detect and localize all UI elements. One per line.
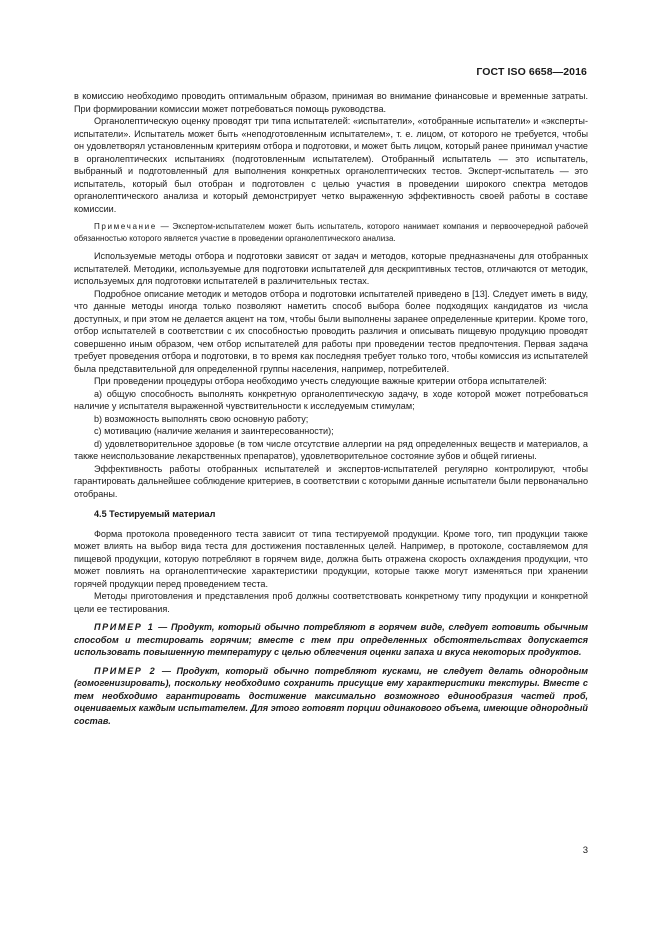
criteria-item: a) общую способность выполнять конкретную органолептическую задачу, в ходе которой может потребоваться наличие у испытателя выраженной чувствительности к исследуемым стимулам;	[74, 388, 588, 412]
note-text: — Экспертом-испытателем может быть испытатель, которого нанимает компания и первоочередной рабочей обязанностью которого является участие в проведении органолептического анализа.	[74, 222, 588, 243]
criteria-item: b) возможность выполнять свою основную работу;	[94, 413, 309, 424]
example-text: — Продукт, который обычно потребляют в горячем виде, следует готовить обычным способом и тестировать горячим; вместе с тем при определенных обстоятельствах допускается использовать повышенную температуру с целью облегчения оценки запаха и вкуса некоторых продуктов.	[74, 622, 588, 658]
example	[74, 665, 588, 728]
example-text: — Продукт, который обычно потребляют кусками, не следует делать однородным (гомогенизировать), поскольку необходимо сохранить присущие ему характеристики текстуры. Вместе с тем необходимо гарантировать достижение максимально возможного единообразия частей проб, оцениваемых каждым испытателем. Для этого готовят порции одинакового объема, имеющие однородный состав.	[74, 665, 588, 726]
paragraph: Форма протокола проведенного теста зависит от типа тестируемой продукции. Кроме того, тип продукции также может влиять на выбор вида теста для достижения поставленных целей. Например, в протоколе, составляемом для пищевой продукции, которую потребляют в горячем виде, должна быть отражена скорость охлаждения продукции, что может повлиять на органолептические характеристики продукции, которые также могут изменяться при хранении горячей продукции перед проведением теста.	[74, 528, 588, 589]
paragraph: Эффективность работы отобранных испытателей и экспертов-испытателей регулярно контролируют, чтобы гарантировать дальнейшее соблюдение критериев, в соответствии с которыми данные испытатели были первоначально отобраны.	[74, 463, 588, 499]
note	[74, 221, 588, 244]
note-label: Примечание	[94, 222, 157, 231]
document-body	[74, 90, 588, 727]
example-label: ПРИМЕР 1	[94, 622, 155, 633]
criteria-item: d) удовлетворительное здоровье (в том числе отсутствие аллергии на ряд определенных веществ и материалов, а также неиспользование лекарственных препаратов), удовлетворительное состояние зубов и общей гигиены.	[74, 438, 588, 462]
paragraph: Органолептическую оценку проводят три типа испытателей: «испытатели», «отобранные испытатели» и «эксперты-испытатели». Испытатель может быть «неподготовленным испытателем», т. е. лицом, от которого не требуется, чтобы он удовлетворял установленным критериям отбора и подготовки, и может быть лицом, который ранее принимал участие в органолептических испытаниях (подготовленным испытателем). Отобранный испытатель — это испытатель, выбранный и подготовленный для выполнения конкретных органолептических тестов. Эксперт-испытатель — это испытатель, который был отобран и подготовлен с целью участия в проведении широкого спектра методов органолептического анализа и который демонстрирует четко выраженную эффективность своей работы в составе комиссии.	[74, 116, 588, 214]
document-header: ГОСТ ISO 6658—2016	[476, 66, 587, 78]
example-label: ПРИМЕР 2	[94, 665, 157, 676]
paragraph: Методы приготовления и представления проб должны соответствовать конкретному типу продукции и конкретной цели ее тестирования.	[74, 591, 588, 614]
example	[74, 621, 588, 659]
paragraph: Подробное описание методик и методов отбора и подготовки испытателей приведено в [13]. Следует иметь в виду, что данные методы иногда только позволяют наметить способ выбора более подходящих кандидатов из числа доступных, и при этом не делается акцент на том, чтобы были выполнены заранее определенные критерии. Кроме того, отбор испытателей в соответствии с их способностью проводить различия и описывать пищевую продукцию проводят совершенно иным образом, чем отбор испытателей для работы при проведении тестов предпочтения. Первая задача требует проведения отбора и подготовки, в то время как последняя требует только того, чтобы комиссия из испытателей была представительной для определенной группы населения, например, потребителей.	[74, 288, 588, 374]
paragraph: в комиссию необходимо проводить оптимальным образом, принимая во внимание финансовые и временные затраты. При формировании комиссии может потребоваться помощь руководства.	[74, 91, 588, 114]
paragraph: Используемые методы отбора и подготовки зависят от задач и методов, которые предназначены для отобранных испытателей. Методики, используемые для подготовки испытателей для дескриптивных тестов, отличаются от методик, используемых для подготовки испытателей в различительных тестах.	[74, 251, 588, 287]
criteria-item: c) мотивацию (наличие желания и заинтересованности);	[94, 426, 334, 437]
section-heading: 4.5 Тестируемый материал	[94, 509, 216, 520]
page-number: 3	[582, 845, 588, 856]
paragraph: При проведении процедуры отбора необходимо учесть следующие важные критерии отбора испытателей:	[94, 376, 547, 387]
